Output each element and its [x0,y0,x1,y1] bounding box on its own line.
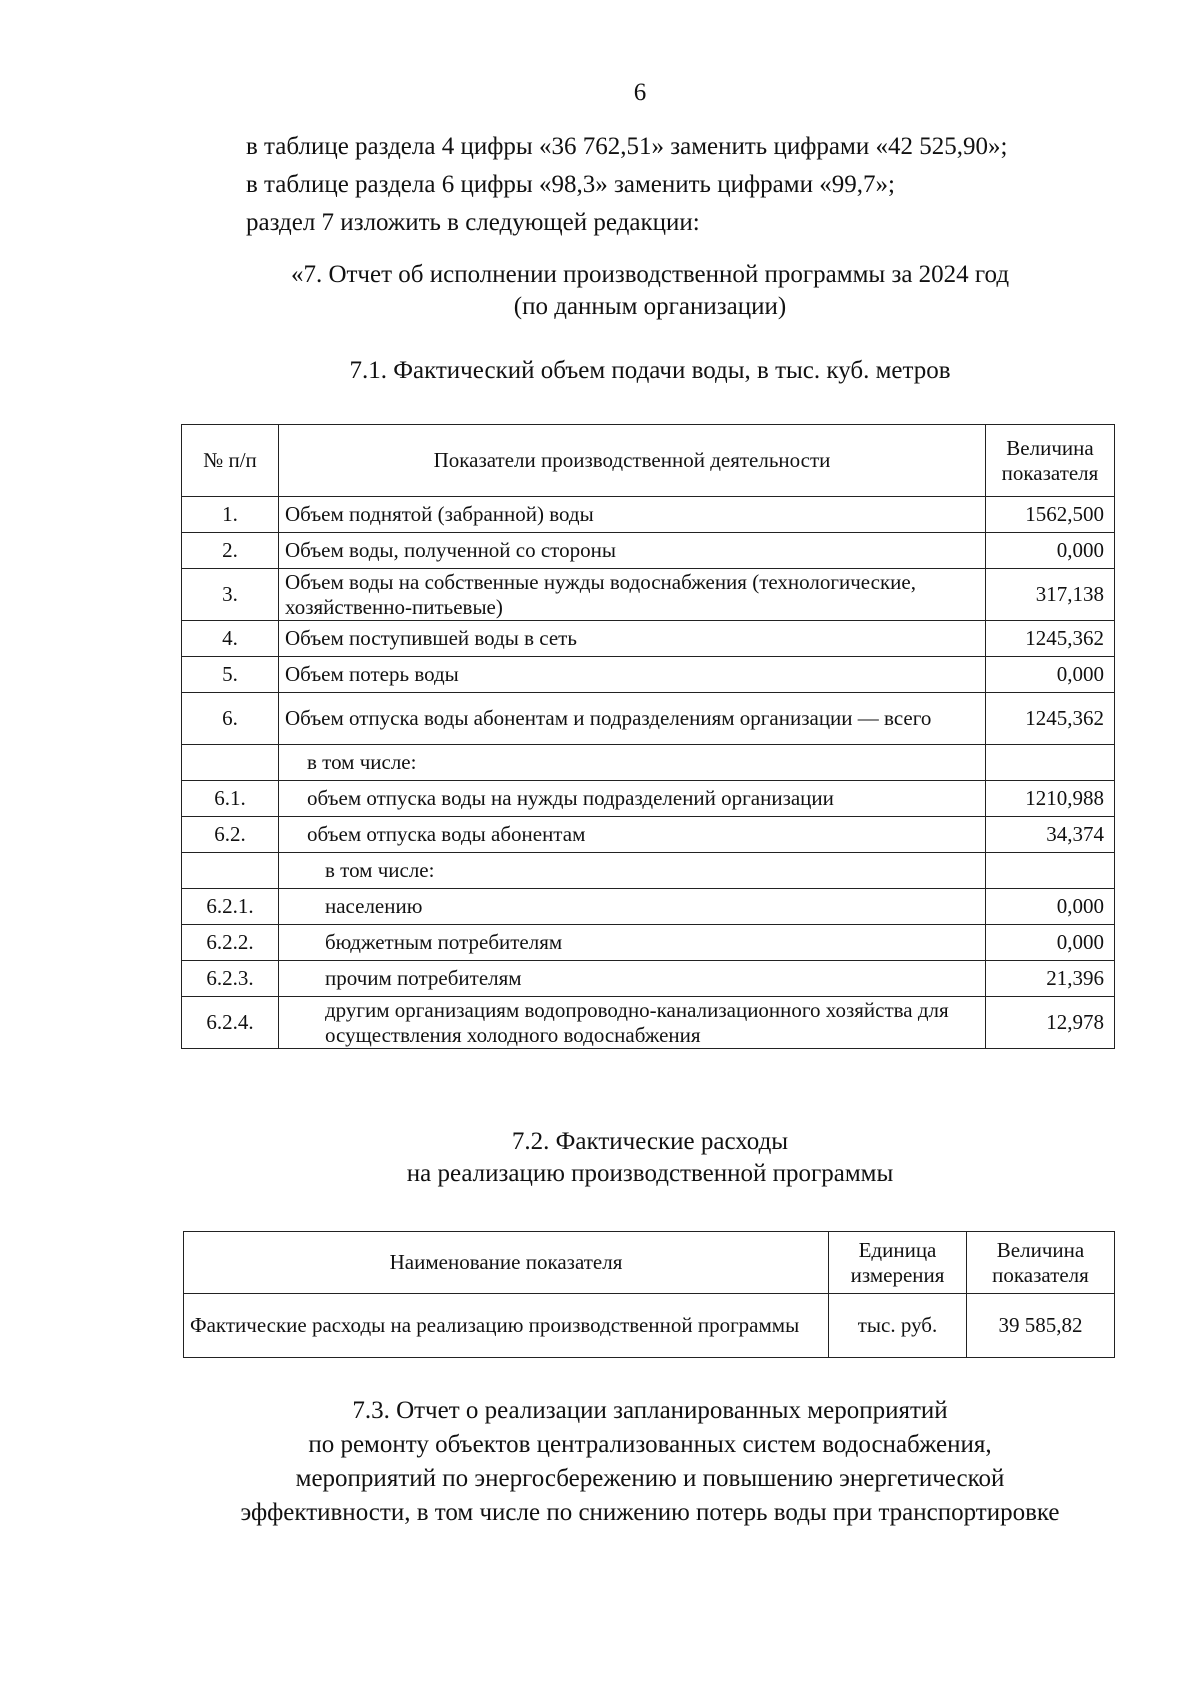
section-7-3-title-line-1: 7.3. Отчет о реализации запланированных мероприятий [352,1397,948,1424]
row-value: 1210,988 [986,781,1115,817]
row-num: 4. [182,621,279,657]
section-7-3-title-line-2: по ремонту объектов централизованных систем водоснабжения, [308,1431,992,1458]
header-value-line-2: показателя [1001,460,1099,485]
row-num: 5. [182,657,279,693]
section-7-2-title [150,1126,1150,1190]
table-row [182,889,1115,925]
row-name: Объем поднятой (забранной) воды [279,497,986,533]
section-7-1-title [150,355,1150,387]
row-value: 0,000 [986,889,1115,925]
table-row [182,569,1115,621]
row-name: в том числе: [279,853,986,889]
row-value: 0,000 [986,533,1115,569]
row-num [182,745,279,781]
row-name: Объем поступившей воды в сеть [279,621,986,657]
header-unit-line-2: измерения [850,1262,945,1287]
row-value: 12,978 [986,997,1115,1049]
row-value [986,853,1115,889]
header-value [967,1232,1115,1294]
row-num: 6.2.2. [182,925,279,961]
row-name: объем отпуска воды на нужды подразделений организации [279,781,986,817]
row-value: 34,374 [986,817,1115,853]
header-num: № п/п [182,425,279,497]
header-value-line-2: показателя [992,1262,1089,1287]
section-7-3-title [130,1394,1170,1530]
table-row [182,657,1115,693]
header-value-line-1: Величина [1006,435,1094,460]
header-value-line-1: Величина [996,1237,1085,1262]
row-name: объем отпуска воды абонентам [279,817,986,853]
actual-expenses-table [183,1231,1115,1358]
table-row [182,853,1115,889]
amendment-intro [246,128,1146,242]
header-unit-line-1: Единица [858,1237,937,1262]
row-name: населению [279,889,986,925]
row-value: 39 585,82 [967,1294,1115,1358]
row-unit: тыс. руб. [829,1294,967,1358]
row-num: 6.2.3. [182,961,279,997]
row-num: 6.2.1. [182,889,279,925]
row-name: Фактические расходы на реализацию производственной программы [184,1294,829,1358]
row-num: 3. [182,569,279,621]
section-7-1-title-text: 7.1. Фактический объем подачи воды, в тыс. куб. метров [349,357,951,384]
amendment-line-1: в таблице раздела 4 цифры «36 762,51» заменить цифрами «42 525,90»; [246,133,1008,160]
section-7-title [150,259,1150,323]
table-header-row [184,1232,1115,1294]
table-row [182,693,1115,745]
table-row [182,497,1115,533]
amendment-line-2: в таблице раздела 6 цифры «98,3» заменить цифрами «99,7»; [246,171,895,198]
table-row [182,781,1115,817]
section-7-title-line-1: «7. Отчет об исполнении производственной программы за 2024 год [290,261,1010,288]
header-unit [829,1232,967,1294]
section-7-3-title-line-3: мероприятий по энергосбережению и повышению энергетической [295,1465,1005,1492]
row-name: Объем потерь воды [279,657,986,693]
row-value: 0,000 [986,657,1115,693]
row-value: 21,396 [986,961,1115,997]
row-num: 6.2.4. [182,997,279,1049]
row-name: бюджетным потребителям [279,925,986,961]
row-name: другим организациям водопроводно-канализационного хозяйства для осуществления холодного водоснабжения [279,997,986,1049]
table-row [182,925,1115,961]
header-indicator: Показатели производственной деятельности [279,425,986,497]
row-num: 6.2. [182,817,279,853]
row-num: 2. [182,533,279,569]
row-name: в том числе: [279,745,986,781]
table-header-row [182,425,1115,497]
row-num: 6. [182,693,279,745]
section-7-3-title-line-4: эффективности, в том числе по снижению потерь воды при транспортировке [240,1499,1060,1526]
table-row [184,1294,1115,1358]
row-num [182,853,279,889]
section-7-2-title-line-2: на реализацию производственной программы [406,1160,894,1187]
row-value [986,745,1115,781]
table-row [182,533,1115,569]
row-num: 6.1. [182,781,279,817]
row-num: 1. [182,497,279,533]
row-name: Объем воды, полученной со стороны [279,533,986,569]
section-7-title-line-2: (по данным организации) [513,293,787,320]
table-row [182,997,1115,1049]
row-name: прочим потребителям [279,961,986,997]
table-row [182,621,1115,657]
water-supply-volume-table [181,424,1115,1049]
section-7-2-title-line-1: 7.2. Фактические расходы [511,1128,789,1155]
table-row [182,961,1115,997]
row-value: 0,000 [986,925,1115,961]
row-value: 1245,362 [986,693,1115,745]
row-name: Объем отпуска воды абонентам и подразделениям организации — всего [279,693,986,745]
table-row [182,817,1115,853]
row-value: 1245,362 [986,621,1115,657]
header-value [986,425,1115,497]
page-number: 6 [633,79,647,106]
row-value: 1562,500 [986,497,1115,533]
table-row [182,745,1115,781]
header-indicator-name: Наименование показателя [184,1232,829,1294]
row-value: 317,138 [986,569,1115,621]
row-name: Объем воды на собственные нужды водоснабжения (технологические, хозяйственно-питьевые) [279,569,986,621]
amendment-line-3: раздел 7 изложить в следующей редакции: [246,209,700,236]
